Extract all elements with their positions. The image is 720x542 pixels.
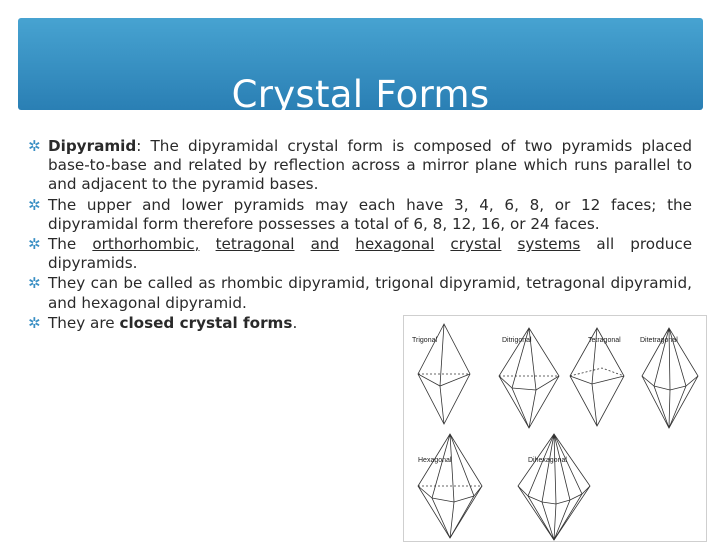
bullet-star-icon: ✲ bbox=[28, 195, 41, 214]
link-hexagonal[interactable]: hexagonal bbox=[355, 235, 435, 254]
label-tetragonal: Tetragonal bbox=[588, 337, 621, 344]
bullet-text: The upper and lower pyramids may each have 3, 4, 6, 8, or 12 faces; the dipyramidal form therefore possesses a total of 6, 8, 12, 16, or 24 faces. bbox=[48, 195, 692, 233]
dipyramid-diagram bbox=[404, 316, 706, 541]
bullet-text-pre: They are bbox=[48, 313, 120, 332]
link-and[interactable]: and bbox=[310, 235, 340, 254]
bullet-item bbox=[28, 196, 692, 234]
label-ditetragonal: Ditetragonal bbox=[640, 337, 678, 344]
term-closed-forms: closed crystal forms bbox=[119, 313, 293, 332]
title-banner bbox=[18, 18, 703, 116]
label-dihexagonal: Dihexagonal bbox=[528, 457, 567, 464]
bullet-item bbox=[28, 137, 692, 195]
term-dipyramid: Dipyramid bbox=[48, 137, 137, 155]
bullet-star-icon: ✲ bbox=[28, 235, 41, 254]
bullet-text: : The dipyramidal crystal form is composed of two pyramids placed base-to-base and related by reflection across a mirror plane which runs parallel to and adjacent to the pyramid bases. bbox=[48, 137, 692, 194]
bullet-star-icon: ✲ bbox=[28, 313, 41, 332]
hexagonal-dipyramid-icon bbox=[418, 434, 482, 538]
bullet-item bbox=[28, 235, 692, 273]
bullet-text: They can be called as rhombic dipyramid, trigonal dipyramid, tetragonal dipyramid, and hexagonal dipyramid. bbox=[48, 274, 692, 312]
bullet-text-pre: The bbox=[48, 235, 93, 254]
dipyramid-figure bbox=[403, 315, 707, 542]
link-crystal[interactable]: crystal bbox=[450, 235, 502, 254]
bullet-list bbox=[28, 137, 692, 334]
bullet-star-icon: ✲ bbox=[28, 137, 41, 155]
slide-title: Crystal Forms bbox=[231, 73, 490, 116]
bullet-star-icon: ✲ bbox=[28, 274, 41, 293]
dihexagonal-dipyramid-icon bbox=[518, 434, 590, 540]
bullet-text-post: . bbox=[292, 313, 298, 332]
label-trigonal: Trigonal bbox=[412, 337, 438, 344]
link-systems[interactable]: systems bbox=[517, 235, 581, 254]
bullet-item bbox=[28, 274, 692, 312]
label-hexagonal: Hexagonal bbox=[418, 457, 452, 464]
link-tetragonal[interactable]: tetragonal bbox=[215, 235, 295, 254]
bullet-text-post: all produce dipyramids. bbox=[48, 235, 693, 273]
label-ditrigonal: Ditrigonal bbox=[502, 337, 532, 344]
link-orthorhombic[interactable]: orthorhombic, bbox=[92, 235, 200, 254]
